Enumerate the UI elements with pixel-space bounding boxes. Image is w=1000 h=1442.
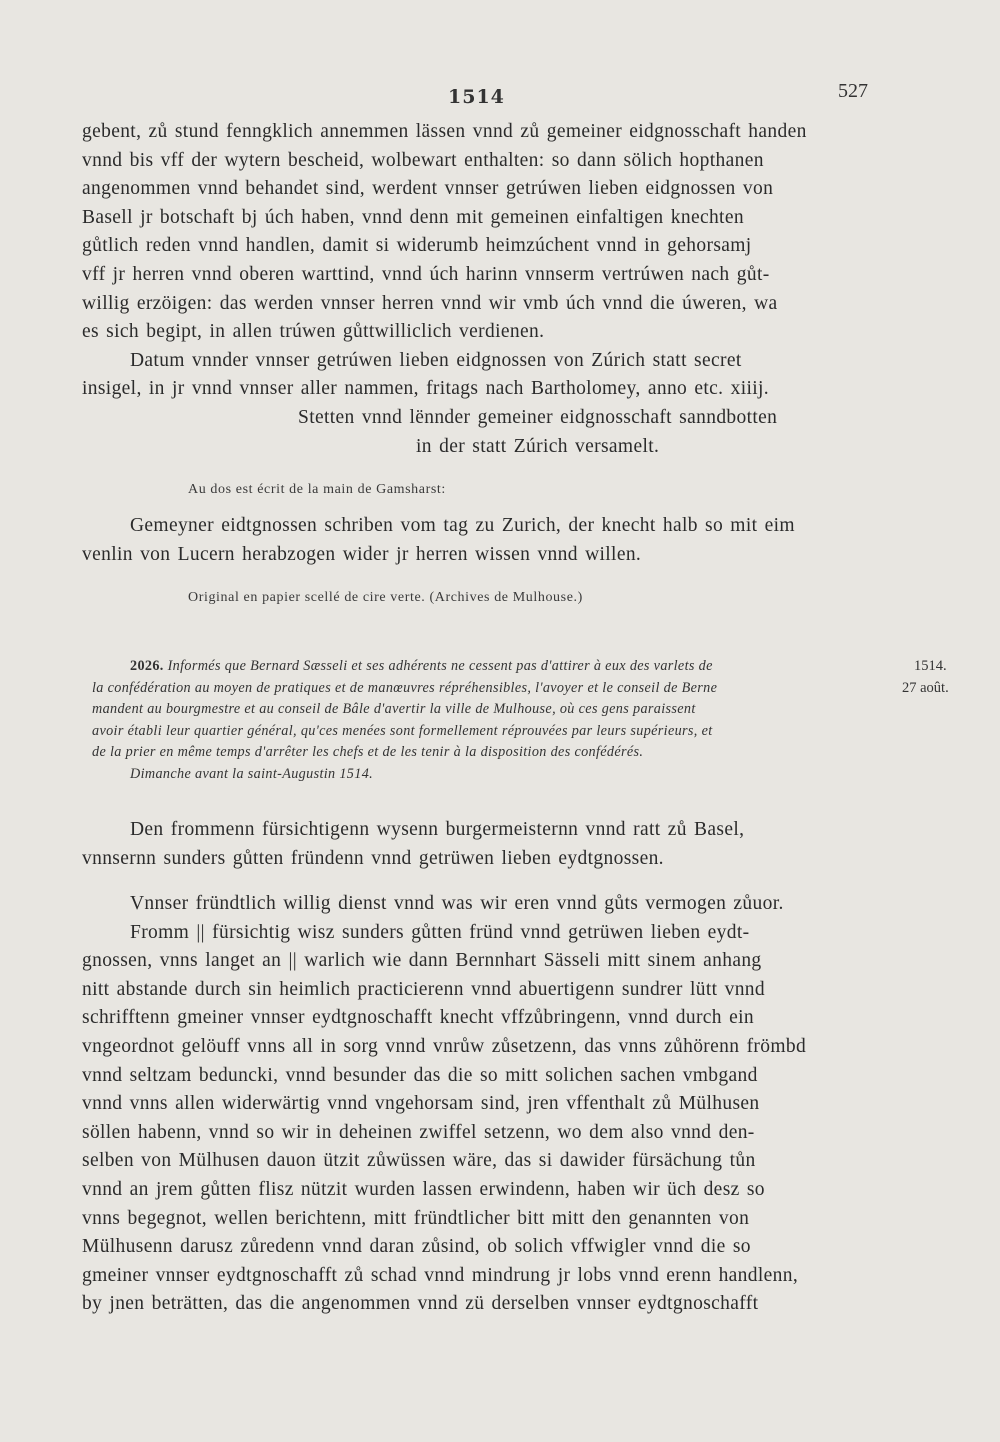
letter-1-body <box>82 118 872 461</box>
text-line: selben von Mülhusen dauon ützit zůwüssen wäre, das si dawider fürsächung tůn <box>82 1150 756 1172</box>
text-line: gnossen, vnns langet an || warlich wie dann Bernnhart Sässeli mitt sinem anhang <box>82 950 762 972</box>
entry-date-line: Dimanche avant la saint-Augustin 1514. <box>130 765 374 782</box>
text-line: vnnd bis vff der wytern bescheid, wolbewart enthalten: so dann sölich hopthanen <box>82 149 764 171</box>
margin-date <box>902 656 949 699</box>
margin-day: 27 août. <box>902 679 949 696</box>
text-line: vnnd vnns allen widerwärtig vnnd vngehorsam sind, jren vffenthalt zů Mülhusen <box>82 1093 760 1115</box>
summary-line: de la prier en même temps d'arrêter les chefs et de les tenir à la disposition des confédérés. <box>92 744 644 760</box>
text-line: Gemeyner eidtgnossen schriben vom tag zu Zurich, der knecht halb so mit eim <box>130 515 795 536</box>
text-line: vnnd an jrem gůtten flisz nützit wurden lassen erwindenn, haben wir üch desz so <box>82 1178 765 1200</box>
text-line: willig erzöigen: das werden vnnser herren vnnd wir vmb úch vnnd die úweren, wa <box>82 292 778 314</box>
source-note: Original en papier scellé de cire verte. (Archives de Mulhouse.) <box>188 590 583 605</box>
text-line: vnns begegnot, wellen berichtenn, mitt fründtlicher bitt mitt den genannten von <box>82 1207 750 1229</box>
running-head-year: 1514 <box>448 86 505 108</box>
text-line: angenommen vnnd behandet sind, werdent vnnser getrúwen lieben eidgnossen von <box>82 178 774 200</box>
text-line: venlin von Lucern herabzogen wider jr herren wissen vnnd willen. <box>82 543 642 565</box>
text-line: Basell jr botschaft bj úch haben, vnnd denn mit gemeinen einfaltigen knechten <box>82 206 744 228</box>
datum-line: insigel, in jr vnnd vnnser aller nammen, fritags nach Bartholomey, anno etc. xiiij. <box>82 378 769 400</box>
address-line: Den frommenn fürsichtigenn wysenn burgermeisternn vnnd ratt zů Basel, <box>130 819 745 840</box>
text-line: nitt abstande durch sin heimlich practicierenn vnnd abuertigenn sundrer lütt vnnd <box>82 978 766 1000</box>
summary-line: 2026. Informés que Bernard Sæsseli et ses adhérents ne cessent pas d'attirer à eux des varlets de <box>130 658 713 674</box>
text-line: Vnnser fründtlich willig dienst vnnd was wir eren vnnd gůts vermogen zůuor. <box>130 893 784 914</box>
text-line: Mülhusenn darusz zůredenn vnnd daran zůsind, ob solich vffwigler vnnd die so <box>82 1236 751 1258</box>
text-line: Fromm || fürsichtig wisz sunders gůtten fründ vnnd getrüwen lieben eydt- <box>130 921 750 943</box>
signature-line: Stetten vnnd lënnder gemeiner eidgnosschaft sanndbotten <box>298 406 778 428</box>
summary-line: la confédération au moyen de pratiques et de manœuvres répréhensibles, l'avoyer et le conseil de Berne <box>92 679 718 696</box>
dorsal-text <box>82 512 872 569</box>
dorsal-note: Au dos est écrit de la main de Gamsharst: <box>188 482 446 497</box>
text-line: söllen habenn, vnnd so wir in deheinen zwiffel setzenn, wo dem also vnnd den- <box>82 1121 755 1143</box>
text-line: gůtlich reden vnnd handlen, damit si widerumb heimzúchent vnnd in gehorsamj <box>82 235 752 257</box>
text-line: es sich begipt, in allen trúwen gůttwilliclich verdienen. <box>82 321 545 343</box>
letter-2-body <box>82 890 872 1319</box>
signature-line: in der statt Zúrich versamelt. <box>416 435 660 457</box>
text-line: vnnd seltzam beduncki, vnnd besunder das die so mitt solichen sachen vmbgand <box>82 1064 758 1086</box>
datum-line: Datum vnnder vnnser getrúwen lieben eidgnossen von Zúrich statt secret <box>130 349 742 371</box>
entry-number: 2026. <box>130 658 164 674</box>
text-line: by jnen beträtten, das die angenommen vnnd zü derselben vnnser eydtgnoschafft <box>82 1293 759 1315</box>
text-line: vff jr herren vnnd oberen warttind, vnnd úch harinn vnnserm vertrúwen nach gůt- <box>82 263 770 285</box>
text-line: schrifftenn gmeiner vnnser eydtgnoschafft knecht vffzůbringenn, vnnd durch ein <box>82 1007 754 1029</box>
summary-line: mandent au bourgmestre et au conseil de Bâle d'avertir la ville de Mulhouse, où ces gens paraissent <box>92 701 696 717</box>
address-line: vnnsernn sunders gůtten fründenn vnnd getrüwen lieben eydtgnossen. <box>82 847 664 869</box>
entry-summary <box>92 656 884 785</box>
summary-line: avoir établi leur quartier général, qu'ces menées sont formellement réprouvées par leurs supérieurs, et <box>92 722 713 739</box>
letter-2-address <box>82 816 872 873</box>
text-line: gmeiner vnnser eydtgnoschafft zů schad vnnd mindrung jr lobs vnnd erenn handlenn, <box>82 1264 799 1286</box>
text-line: gebent, zů stund fenngklich annemmen lässen vnnd zů gemeiner eidgnosschaft handen <box>82 121 807 142</box>
page-number: 527 <box>838 80 868 102</box>
text-line: vngeordnot gelöuff vnns all in sorg vnnd vnrůw zůsetzenn, das vnns zůhörenn frömbd <box>82 1035 807 1057</box>
margin-year: 1514. <box>914 658 947 674</box>
